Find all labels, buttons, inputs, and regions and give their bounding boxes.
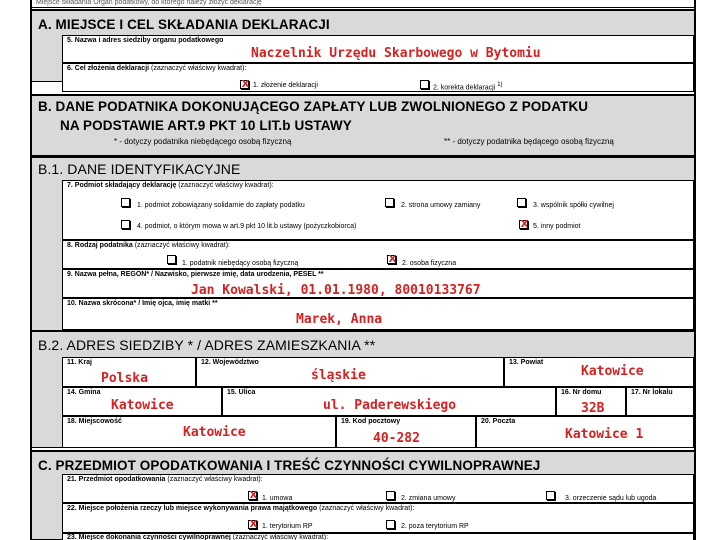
option-entity-3: 3. wspólnik spółki cywilnej (533, 202, 614, 209)
field-submitting-entity (62, 180, 694, 240)
field-declaration-purpose (62, 63, 694, 92)
field-13-value: Katowice (581, 364, 644, 379)
field-transaction-place (62, 533, 694, 540)
field-19-value: 40-282 (373, 431, 420, 446)
field-full-name[interactable] (62, 269, 694, 298)
field-property-location (62, 503, 694, 533)
checkbox-declaration-correction[interactable] (420, 80, 429, 89)
field-20-label: 20. Poczta (481, 418, 516, 425)
field-14-value: Katowice (111, 398, 174, 413)
field-10-label: 10. Nazwa skrócona* / Imię ojca, imię matki ** (67, 300, 218, 307)
option-taxpayer-legal: 1. podatnik niebędący osobą fizyczną (182, 260, 299, 267)
field-9-value: Jan Kowalski, 01.01.1980, 80010133767 (191, 283, 481, 298)
checkbox-taxpayer-natural[interactable] (387, 255, 396, 264)
field-12-value: śląskie (311, 368, 366, 383)
field-20-value: Katowice 1 (565, 427, 644, 442)
field-9-label: 9. Nazwa pełna, REGON* / Nazwisko, pierwsze imię, data urodzenia, PESEL ** (67, 271, 324, 278)
option-entity-2: 2. strona umowy zamiany (401, 202, 481, 209)
note-legal-person: * - dotyczy podatnika niebędącego osobą fizyczną (114, 137, 292, 146)
checkbox-entity-2[interactable] (385, 198, 394, 207)
field-14-label: 14. Gmina (67, 389, 101, 396)
field-16-value: 32B (581, 401, 605, 416)
section-b (32, 94, 694, 156)
field-18-value: Katowice (183, 425, 246, 440)
checkbox-subject-contract[interactable] (248, 491, 257, 500)
field-taxpayer-type (62, 240, 694, 269)
section-a-title: A. MIEJSCE I CEL SKŁADANIA DEKLARACJI (38, 17, 330, 32)
field-23-label: 23. Miejsce dokonania czynności cywilnoprawnej (zaznaczyć właściwy kwadrat): (67, 534, 329, 540)
field-5-value: Naczelnik Urzędu Skarbowego w Bytomiu (251, 46, 541, 61)
section-b-title-line2: NA PODSTAWIE ART.9 PKT 10 LIT.b USTAWY (60, 118, 352, 133)
option-entity-4: 4. podmiot, o którym mowa w art.9 pkt 10 lit.b ustawy (pożyczkobiorca) (137, 223, 357, 230)
section-b2-title: B.2. ADRES SIEDZIBY * / ADRES ZAMIESZKANIA ** (38, 337, 376, 353)
option-declaration-correction: 2. korekta deklaracji $^{1)}$ (433, 82, 503, 92)
checkbox-location-abroad[interactable] (386, 520, 395, 529)
field-short-name[interactable] (62, 298, 694, 330)
option-subject-contract: 1. umowa (262, 495, 293, 502)
field-22-label: 22. Miejsce położenia rzeczy lub miejsce wykonywania prawa majątkowego (zaznaczyć właściwy kwadrat): (67, 505, 415, 512)
field-12-label: 12. Województwo (201, 359, 259, 366)
field-municipality[interactable] (62, 387, 222, 416)
field-apartment-number[interactable] (626, 387, 694, 416)
checkbox-declaration-submit[interactable] (240, 80, 249, 89)
checkbox-location-rp[interactable] (248, 520, 257, 529)
field-street[interactable] (222, 387, 556, 416)
field-subject-of-taxation (62, 474, 694, 503)
option-entity-1: 1. podmiot zobowiązany solidarnie do zapłaty podatku (137, 202, 305, 209)
field-15-value: ul. Paderewskiego (323, 398, 457, 413)
option-subject-court: 3. orzeczenie sądu lub ugoda (565, 495, 657, 502)
field-10-value: Marek, Anna (296, 312, 383, 327)
option-entity-5: 5. inny podmiot (533, 223, 581, 230)
field-house-number[interactable] (556, 387, 626, 416)
field-18-label: 18. Miejscowość (67, 418, 122, 425)
section-c-title: C. PRZEDMIOT OPODATKOWANIA I TREŚĆ CZYNNOŚCI CYWILNOPRAWNEJ (38, 458, 541, 473)
option-location-rp: 1. terytorium RP (262, 523, 313, 530)
checkbox-subject-court[interactable] (546, 491, 555, 500)
field-11-value: Polska (101, 371, 148, 386)
field-11-label: 11. Kraj (67, 359, 92, 366)
option-subject-amendment: 2. zmiana umowy (401, 495, 456, 502)
checkbox-entity-1[interactable] (121, 198, 130, 207)
field-voivodeship[interactable] (196, 357, 504, 387)
field-13-label: 13. Powiat (509, 359, 544, 366)
top-strip: Miejsce składania Organ podatkowy, do którego należy złożyć deklarację (32, 0, 694, 8)
note-natural-person: ** - dotyczy podatnika będącego osobą fizyczną (444, 137, 614, 146)
option-taxpayer-natural: 2. osoba fizyczna (402, 260, 457, 267)
checkbox-entity-5[interactable] (519, 220, 528, 229)
checkbox-taxpayer-legal[interactable] (167, 255, 176, 264)
field-6-label: 6. Cel złożenia deklaracji (zaznaczyć właściwy kwadrat): (67, 65, 247, 72)
checkbox-entity-4[interactable] (121, 220, 130, 229)
field-5-label: 5. Nazwa i adres siedziby organu podatkowego (67, 37, 224, 44)
section-b-title-line1: B. DANE PODATNIKA DOKONUJĄCEGO ZAPŁATY LUB ZWOLNIONEGO Z PODATKU (38, 99, 589, 114)
field-8-label: 8. Rodzaj podatnika (zaznaczyć właściwy kwadrat): (67, 242, 230, 249)
field-county[interactable] (504, 357, 694, 387)
field-postal-code[interactable] (336, 416, 476, 448)
field-locality[interactable] (62, 416, 336, 448)
option-location-abroad: 2. poza terytorium RP (401, 523, 469, 530)
field-17-label: 17. Nr lokalu (631, 389, 673, 396)
field-16-label: 16. Nr domu (561, 389, 602, 396)
pcc-declaration-form (30, 0, 696, 540)
checkbox-subject-amendment[interactable] (386, 491, 395, 500)
field-21-label: 21. Przedmiot opodatkowania (zaznaczyć właściwy kwadrat): (67, 476, 263, 483)
field-post-office[interactable] (476, 416, 694, 448)
field-country[interactable] (62, 357, 196, 387)
checkbox-entity-3[interactable] (517, 198, 526, 207)
field-7-label: 7. Podmiot składający deklarację (zaznaczyć właściwy kwadrat): (67, 182, 274, 189)
field-tax-office[interactable] (62, 35, 694, 63)
section-b1-title: B.1. DANE IDENTYFIKACYJNE (38, 161, 241, 177)
option-declaration-submit: 1. złożenie deklaracji (253, 82, 318, 89)
field-15-label: 15. Ulica (227, 389, 256, 396)
field-19-label: 19. Kod pocztowy (341, 418, 401, 425)
